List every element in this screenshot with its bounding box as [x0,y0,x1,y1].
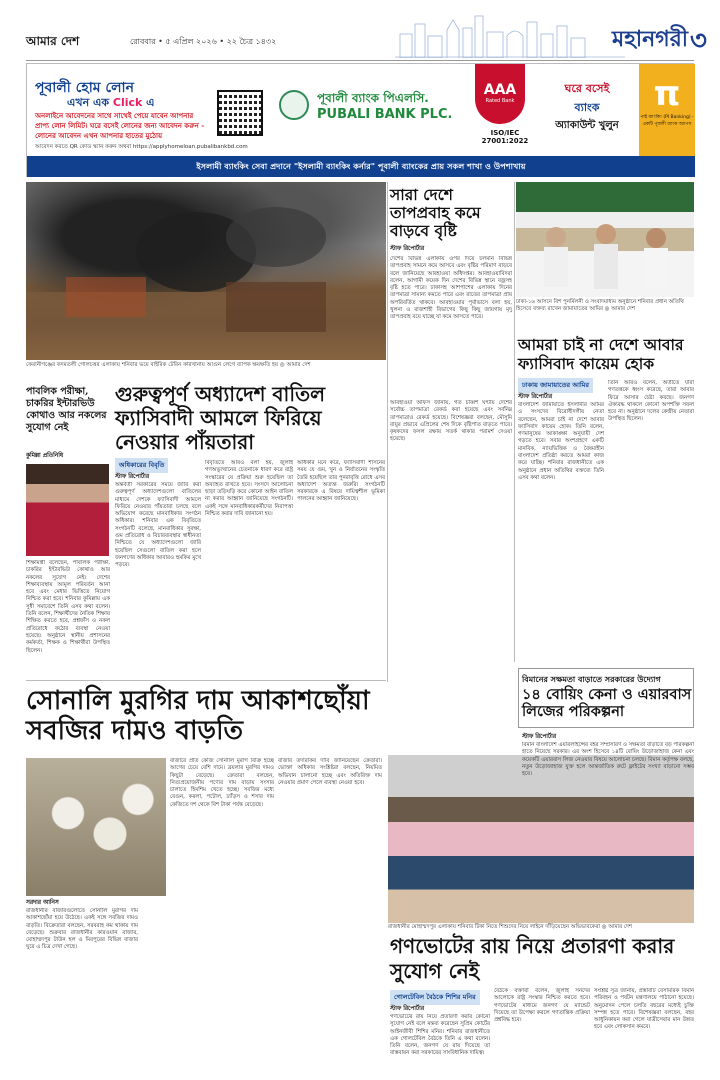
masthead-divider [26,60,694,61]
headline-referendum: গণভোটের রায় নিয়ে প্রতারণা করার সুযোগ নেই [390,934,675,983]
headline-ordinance-cancel: গুরুত্বপূর্ণ অধ্যাদেশ বাতিল ফ্যাসিবাদী আমলে ফিরিয়ে নেওয়ার পাঁয়তারা [115,382,325,454]
vaccine-photo-caption: রাজধানীর মোহাম্মদপুর এলাকায় শনিবার টিকা নিতে শিশুদের নিয়ে লাইনে দাঁড়িয়েছেন অভিভাবকেরা ◎ আমার দেশ [388,924,632,930]
article-referendum-body-2: বৈঠকে বক্তারা বলেন, জুলাই সনদের আলোকে রাষ্ট্র সংস্কার নিশ্চিত করতে হবে। গণভোটের মাধ্যমে জনগণ যে ম্যান্ডেট দিয়েছে তা উপেক্ষা করলে গণতান্ত্রিক প্রক্রিয়া প্রশ্নবিদ্ধ হবে। [494,988,590,1024]
city-skyline-illustration [395,6,625,58]
rating-badge: AAA Rated Bank [475,64,525,124]
tag-roundtable: গোলটেবিল বৈঠকে শিশির মনির [390,990,480,1005]
byline-ordinance-cancel: স্টাফ রিপোর্টার [115,474,150,480]
byline-chicken-price: সরদার আনিস [26,900,59,906]
headline-chicken-price: সোনালি মুরগির দাম আকাশছোঁয়া সবজির দামও বাড়তি [26,686,370,746]
bank-name-english: PUBALI BANK PLC. [317,107,453,122]
headline-heatwave: সারা দেশে তাপপ্রবাহ কমে বাড়বে বৃষ্টি [390,185,481,240]
article-airline-body-2: সংশ্লিষ্ট সূত্র জানায়, প্রস্তাবটি বেসামরিক বিমান পরিবহন ও পর্যটন মন্ত্রণালয়ে পাঠানো হয়েছে। অনুমোদন পেলে চলতি বছরের মধ্যেই চুক্তি সম্পন্ন হতে পারে। বিশেষজ্ঞরা বলছেন, বহর আধুনিকায়ন করা গেলে যাত্রীসেবার মান উন্নত হবে এবং লোকসান কমবে। [594,988,694,1031]
byline-heatwave: স্টাফ রিপোর্টার [390,246,425,252]
fire-scene-illustration [26,182,386,360]
pubali-bank-emblem-icon [279,90,309,120]
page-number: ৩ [690,26,707,56]
column-divider [387,182,388,682]
account-promo: ঘরে বসেই ব্যাংক অ্যাকাউন্ট খুলুন [555,82,619,131]
article-heatwave-body: দেশের বিভিন্ন এলাকায় ওপর দিয়ে চলমান বিভিন্ন তাপপ্রবাহ সামনে কমে আসবে এবং বৃষ্টির পরিমাণ বাড়বে বলে জানিয়েছে আবহাওয়া অধিদপ্তর। আবহাওয়াবিদরা বলেন, আগামী কয়েক দিন দেশের বিভিন্ন স্থানে বজ্রসহ বৃষ্টি হতে পারে। ঢাকাসহ আশপাশের এলাকায় দিনের তাপমাত্রা সামান্য কমতে পারে এবং রাতের তাপমাত্রা প্রায় অপরিবর্তিত থাকবে। আবহাওয়ার পূর্বাভাসে বলা হয়, খুলনা ও রাজশাহী বিভাগের কিছু কিছু জায়গায় মৃদু তাপপ্রবাহ বয়ে যাচ্ছে যা কমে আসতে পারে। [390,256,512,321]
article-no-fascism-body-2: তিনি আরও বলেন, অতীতে যারা গণতন্ত্রকে ধ্বংস করেছে, তারা আবার ফিরে আসার চেষ্টা করছে। জনগণ ঐক্যবদ্ধ থাকলে কোনো অপশক্তি সফল হবে না। অনুষ্ঠানে দলের কেন্দ্রীয় নেতারা উপস্থিত ছিলেন। [608,380,694,423]
islamic-banking-banner: ইসলামী ব্যাংকিং সেবা প্রদানে "ইসলামী ব্যাংকিং কর্নার" পূবালী ব্যাংকের প্রায় সকল শাখা ও উপশাখায় [27,156,695,177]
section-name: মহানগরী [612,26,689,52]
page-masthead [0,0,720,62]
fire-photo-caption: কেরানীগঞ্জের কদমতলী গোলচত্তর এলাকায় শনিবার ভয়ে বাইরিক টেরিন কারখানায় আগুন লেগে ব্যাপক ক্ষয়ক্ষতি হয় ◎ আমার দেশ [26,362,311,368]
jamaat-event-photo [516,182,694,297]
article-chicken-body-3: বাজার তদারকির দাবি জানিয়েছেন ক্রেতারা। ভোক্তা অধিকার সংশ্লিষ্টরা বলছেন, নিয়মিত অভিযান চালানো হচ্ছে এবং অতিরিক্ত দাম নেওয়ার প্রমাণ পেলে ব্যবস্থা নেওয়া হবে। [278,758,382,786]
article-ordinance-body-2: বিবৃতিতে আরও বলা হয়, জুলাই গণঅভ্যুত্থানের চেতনাকে ধারণ করে রাষ্ট্র সংস্কারের যে প্রক্রিয়া শুরু হয়েছিল তা অব্যাহত রাখতে হবে। সংসদে আলোচনা ছাড়া তড়িঘড়ি করে কোনো আইন বাতিল না করার আহ্বান জানিয়েছে সংগঠনটি। একই সঙ্গে মানবাধিকারকর্মীদের নিরাপত্তা নিশ্চিত করার দাবি জানানো হয়। [205,460,293,518]
home-loan-ad-panel [27,64,475,156]
section-divider [26,680,386,681]
iso-certification: ISO/IEC 27001:2022 [481,129,529,145]
ad-subheadline: এখন এক Click এ [67,96,155,109]
article-airline-body: বিমান বাংলাদেশ এয়ারলাইন্সের বহর সম্প্রসারণ ও সক্ষমতা বাড়াতে বড় পরিকল্পনা হাতে নিয়েছে সরকার। এর অংশ হিসেবে ১৪টি বোয়িং উড়োজাহাজ কেনা এবং কয়েকটি এয়ারবাস লিজ নেওয়ার বিষয়ে আলোচনা চলছে। বিমান কর্তৃপক্ষ বলছে, নতুন উড়োজাহাজ যুক্ত হলে আন্তর্জাতিক রুটে ফ্লাইটের সংখ্যা বাড়ানো সম্ভব হবে। [522,742,694,778]
ad-text-line-1: অনলাইনে আবেদনের সাথে সাথেই পেয়ে যাবেন আপনার [35,112,194,120]
article-referendum-body: গণভোটের রায় নিয়ে প্রতারণা করার কোনো সুযোগ নেই বলে মন্তব্য করেছেন সুপ্রিম কোর্টের আইনজীবী শিশির মনির। শনিবার রাজধানীতে এক গোলটেবিল বৈঠকে তিনি এ কথা বলেন। তিনি বলেন, জনগণ যে রায় দিয়েছে তা বাস্তবায়ন করা সরকারের সাংবিধানিক দায়িত্ব। [390,1014,490,1057]
event-crowd-illustration [516,182,694,297]
byline-referendum: স্টাফ রিপোর্টার [390,1006,425,1012]
fire-factory-photo [26,182,386,360]
article-no-fascism-body: বাংলাদেশ জামায়াতে ইসলামীর আমির ও সংসদের বিরোধীদলীয় নেতা বলেছেন, আমরা চাই না দেশে আবার ফ্যাসিবাদ কায়েম হোক। তিনি বলেন, গণমানুষের আকাঙ্ক্ষা অনুযায়ী দেশ গড়তে হবে। সবার অংশগ্রহণে একটি মানবিক, ন্যায়ভিত্তিক ও বৈষম্যহীন বাংলাদেশ প্রতিষ্ঠা করতে আমরা কাজ করে যাচ্ছি। শনিবার রাজধানীতে এক অনুষ্ঠানে প্রধান অতিথির বক্তব্যে তিনি এসব কথা বলেন। [518,402,604,481]
byline-airline: স্টাফ রিপোর্টার [522,734,557,740]
pubali-bank-advertisement[interactable] [26,63,694,177]
pi-icon: π [653,74,681,114]
ad-headline: পূবালী হোম লোন [35,80,134,96]
article-chicken-body: রাজধানীর বাজারগুলোতে সোনালি মুরগির দাম আকাশছোঁয়া হয়ে উঠেছে। একই সঙ্গে সবজির দামও বাড়তি। বিক্রেতারা বলছেন, সরবরাহ কম থাকায় দাম বেড়েছে। শুক্রবার রাজধানীর কারওয়ান বাজার, মোহাম্মদপুর টাউন হল ও মিরপুরের বিভিন্ন বাজার ঘুরে এ চিত্র দেখা গেছে। [26,908,138,951]
article-no-cheating-body: শিক্ষামন্ত্রী বলেছেন, পাবলিক পরীক্ষা, চাকরির ইন্টারভিউ কোথাও আর নকলের সুযোগ নেই। দেশের শিক্ষাব্যবস্থায় আমূল পরিবর্তন আনা হবে এবং মেধার ভিত্তিতে নিয়োগ নিশ্চিত করা হবে। শনিবার কুমিল্লায় এক সুধী সমাবেশে তিনি এসব কথা বলেন। তিনি বলেন, শিক্ষার্থীদের নৈতিক শিক্ষায় শিক্ষিত করতে হবে, প্রশ্নফাঁস ও নকল প্রতিরোধে কঠোর ব্যবস্থা নেওয়া হয়েছে। অনুষ্ঠানে স্থানীয় প্রশাসনের কর্মকর্তা, শিক্ষক ও শিক্ষার্থীরা উপস্থিত ছিলেন। [26,560,110,654]
headline-boeing-purchase: ১৪ বোয়িং কেনা ও এয়ারবাস লিজের পরিকল্পনা [522,686,692,720]
byline-no-cheating: কুমিল্লা প্রতিনিধি [26,453,64,459]
column-divider [514,182,515,662]
kicker-airline: বিমানের সক্ষমতা বাড়াতে সরকারের উদ্যোগ [522,675,661,684]
bank-name-bangla: পূবালী ব্যাংক পিএলসি. [317,91,429,105]
tag-jamaat-amir: ঢাকায় জামায়াতের আমির [518,378,593,393]
education-minister-photo [26,464,109,556]
article-ordinance-body-3: অধিকার মনে করে, ফ্যাসিবাদী শাসনের সময় যে গুম, খুন ও নির্যাতনের সংস্কৃতি তৈরি হয়েছিল তার পুনরাবৃত্তি রোধে এসব অধ্যাদেশ অত্যন্ত জরুরি। সংগঠনটি সরকারকে এ বিষয়ে দায়িত্বশীল ভূমিকা পালনের আহ্বান জানিয়েছে। [297,460,385,503]
pi-banking-logo: π পাই ব্যাংকিং (PI Banking) - একটি পূবালী ব্যাংক অ্যাপস [639,64,695,156]
ad-text-line-3: লোনের আবেদন এখন আপনার হাতের মুঠোয় [35,132,163,140]
event-photo-caption: ঢাকা-১৬ আসনে বিশ পুনর্মিলনী ও সংবাদমাধ্যম অনুষ্ঠানে শনিবার প্রধান অতিথি হিসেবে বক্তব্য রাখেন জামায়াতের আমির ◎ আমার দেশ [516,299,684,312]
newspaper-logo [26,33,79,53]
article-ordinance-body: অন্তর্বর্তী সরকারের সময়ে জারি করা গুরুত্বপূর্ণ অধ্যাদেশগুলো বাতিলের মাধ্যমে দেশকে ফ্যাসিবাদী আমলে ফিরিয়ে নেওয়ার পাঁয়তারা চলছে বলে অভিযোগ করেছে মানবাধিকার সংগঠন অধিকার। শনিবার এক বিবৃতিতে সংগঠনটি বলেছে, মানবাধিকার সুরক্ষা, গুম প্রতিরোধ ও বিচারব্যবস্থার স্বাধীনতা নিশ্চিতে যে অধ্যাদেশগুলো জারি হয়েছিল সেগুলো বাতিল করা হলে জনগণের অধিকার আবারও হুমকির মুখে পড়বে। [115,482,201,569]
headline-no-fascism: আমরা চাই না দেশে আবার ফ্যাসিবাদ কায়েম হোক [518,335,694,373]
headline-no-cheating: পাবলিক পরীক্ষা, চাকরির ইন্টারভিউ কোথাও আর নকলের সুযোগ নেই [26,386,107,433]
ad-apply-url[interactable]: আবেদন করতে QR কোড স্ক্যান করুন অথবা https://applyhomeloan.pubalibankbd.com [35,144,248,150]
chicken-market-photo [26,758,166,896]
byline-no-fascism: স্টাফ রিপোর্টার [518,394,553,400]
article-heatwave-body-2: আবহাওয়া অফিস জানায়, গত চব্বিশ ঘণ্টায় দেশের সর্বোচ্চ তাপমাত্রা রেকর্ড করা হয়েছে এবং সর্বনিম্ন তাপমাত্রাও রেকর্ড হয়েছে। বিশেষজ্ঞরা বলছেন, মৌসুমি বায়ুর প্রভাবে এপ্রিলের শেষ দিকে বৃষ্টিপাত বাড়তে পারে। কৃষকদের ফসল রক্ষায় সতর্ক থাকার পরামর্শ দেওয়া হয়েছে। [390,400,512,443]
article-chicken-body-2: বাজারে প্রতি কেজি সোনালি মুরগি বিক্রি হচ্ছে আগের চেয়ে বেশি দামে। ব্রয়লার মুরগির দামও কিছুটা বেড়েছে। ক্রেতারা বলছেন, নিত্যপ্রয়োজনীয় পণ্যের দাম বাড়ায় সংসার চালাতে হিমশিম খেতে হচ্ছে। সবজির মধ্যে বেগুন, করলা, পটোল, ঢ্যাঁড়স ও শসার দাম কেজিতে দশ থেকে বিশ টাকা পর্যন্ত বেড়েছে। [170,758,274,808]
qr-code-icon[interactable] [217,90,263,136]
ad-text-line-2: প্রাপ্য লোন লিমিট। ঘরে বসেই লোনের জন্য আবেদন করুন - [35,122,205,130]
tag-odhikar-statement: অধিকারের বিবৃতি [115,458,168,473]
issue-date: রোববার • ৫ এপ্রিল ২০২৬ • ২২ চৈত্র ১৪৩২ [130,37,277,46]
newspaper-name: আমার দেশ [26,34,80,48]
